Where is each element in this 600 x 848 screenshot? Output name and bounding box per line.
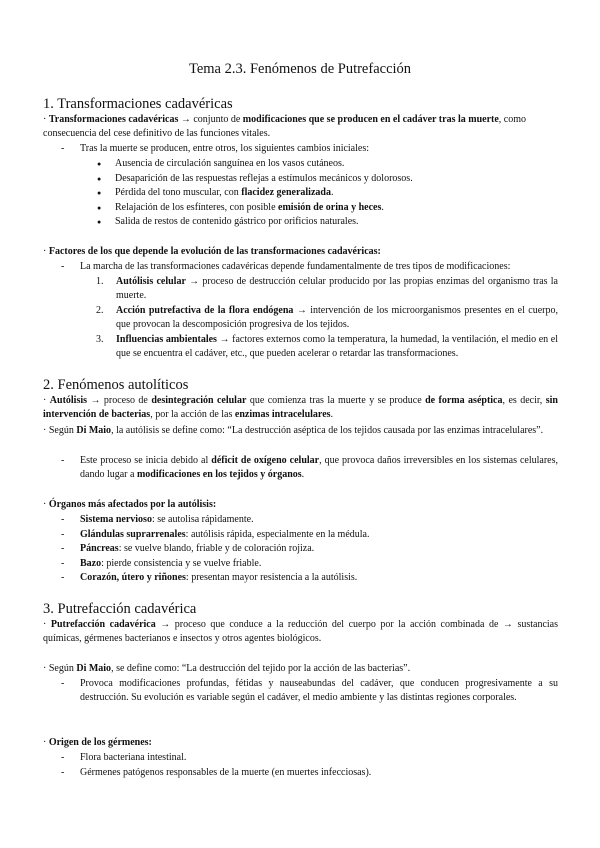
term: Transformaciones cadavéricas [48, 114, 179, 125]
bullet-mark: · [43, 499, 49, 510]
s1-bullet-3 [115, 186, 558, 200]
organ-name: Bazo [80, 558, 102, 569]
bullet-mark: · [43, 114, 49, 125]
text: Pérdida del tono muscular, con [115, 187, 242, 198]
bullet-mark: · [43, 246, 49, 257]
bold-text: sin intervención de bacterias [43, 395, 558, 421]
document-title: Tema 2.3. Fenómenos de Putrefacción [188, 61, 412, 77]
text: , se define como: “La destrucción del tejido por la acción de las bacterias”. [111, 663, 411, 674]
s2-organ-2 [80, 528, 558, 542]
text: que comienza tras la muerte y se produce [246, 395, 426, 406]
author-name: Di Maio [76, 663, 112, 674]
text: → proceso de destrucción celular producido por las propias enzimas del organismo tras la muerte. [116, 276, 558, 302]
term: Putrefacción cadavérica [50, 619, 156, 630]
organ-name: Glándulas suprarrenales [80, 529, 186, 540]
text: → intervención de los microorganismos presentes en el cuerpo, que provocan la descomposición progresiva de los tejidos. [116, 305, 558, 331]
s1-dash-1: - Tras la muerte se producen, entre otros, los siguientes cambios iniciales: [80, 142, 558, 156]
s3-dimaio [43, 662, 558, 676]
text: , por la acción de las [150, 409, 235, 421]
text: . [330, 187, 334, 198]
text: → proceso que conduce a la reducción del cuerpo por la acción combinada de → sustancias químicas, gérmenes bacterianos e insectos y otros agentes biológicos. [43, 619, 558, 645]
text: , como consecuencia del cese definitivo de las funciones vitales. [43, 114, 527, 140]
text: : se autolisa rápidamente. [151, 514, 254, 525]
s1-item-1 [96, 275, 558, 304]
s3-origin-2: - Gérmenes patógenos responsables de la muerte (en muertes infecciosas). [80, 766, 558, 780]
s1-bullet-5: ● Salida de restos de contenido gástrico por orificios naturales. [115, 215, 558, 229]
bold-text: enzimas intracelulares [234, 409, 331, 421]
s1-bullet-4 [115, 201, 558, 215]
text: Relajación de los esfínteres, con posible [115, 202, 279, 213]
text: : se vuelve blando, friable y de coloración rojiza. [118, 543, 315, 554]
s2-organs-heading [43, 498, 558, 512]
text: . [381, 202, 384, 213]
bold-text: modificaciones en los tejidos y órganos [136, 469, 302, 481]
organ-name: Páncreas [80, 543, 119, 554]
author-name: Di Maio [76, 425, 112, 436]
text: , la autólisis se define como: “La destrucción aséptica de los tejidos causada por las enzimas intracelulares”. [111, 425, 544, 436]
bold-text: Órganos más afectados por la autólisis: [48, 499, 217, 510]
text: → conjunto de [178, 114, 243, 125]
bold-text: flacidez generalizada [241, 187, 331, 198]
bold-text: Origen de los gérmenes: [48, 737, 152, 748]
bullet-mark: · [43, 619, 51, 630]
text: → proceso de [87, 395, 152, 406]
s1-item-2 [96, 304, 558, 333]
text: : pierde consistencia y se vuelve friable. [101, 558, 262, 569]
s3-origin-1: - Flora bacteriana intestinal. [80, 751, 558, 765]
s2-organ-5 [80, 571, 558, 585]
s3-dash: - Provoca modificaciones profundas, fétidas y nauseabundas del cadáver, que conducen progresivamente a su destrucción. Su evolución es variable según el cadáver, el medio ambiente y las distintas regiones corporales. [80, 677, 558, 706]
item-number: 3. [96, 334, 104, 345]
section-1-heading: 1. Transformaciones cadavéricas [43, 96, 233, 112]
section-3-heading: 3. Putrefacción cadavérica [43, 601, 197, 617]
s2-dimaio [43, 424, 558, 438]
s2-organ-1 [80, 513, 558, 527]
s2-organ-4 [80, 557, 558, 571]
item-number: 2. [96, 305, 104, 316]
s1-bullet-1: ● Ausencia de circulación sanguínea en los vasos cutáneos. [115, 157, 558, 171]
text: : presentan mayor resistencia a la autólisis. [185, 572, 358, 583]
text: : autólisis rápida, especialmente en la médula. [185, 529, 370, 540]
bullet-mark: · [43, 395, 50, 406]
s2-dash [80, 454, 558, 483]
text: . [330, 409, 334, 421]
bold-text: Acción putrefactiva de la flora endógena [116, 305, 294, 316]
bold-text: Factores de los que depende la evolución de las transformaciones cadavéricas: [48, 246, 381, 257]
text: . [301, 469, 305, 481]
bullet-mark: · [43, 737, 49, 748]
organ-name: Corazón, útero y riñones [80, 572, 186, 583]
s3-definition [43, 618, 558, 647]
s3-origin-heading [43, 736, 558, 750]
text: · Según [43, 663, 77, 674]
section-2-heading: 2. Fenómenos autolíticos [43, 377, 189, 393]
s1-factors-dash: - La marcha de las transformaciones cadavéricas depende fundamentalmente de tres tipos de modificaciones: [80, 260, 558, 274]
organ-name: Sistema nervioso [80, 514, 152, 525]
bold-text: déficit de oxígeno celular [211, 455, 320, 466]
bold-text: Autólisis celular [116, 276, 186, 287]
s1-factors-heading [43, 245, 558, 259]
s2-definition [43, 394, 558, 423]
s1-item-3 [96, 333, 559, 362]
text: · Según [43, 425, 77, 436]
text: Este proceso se inicia debido al [80, 455, 212, 466]
bold-text: desintegración celular [151, 395, 247, 406]
s1-definition [43, 113, 558, 142]
bold-text: modificaciones que se producen en el cadáver tras la muerte [242, 114, 499, 125]
bold-text: emisión de orina y heces [278, 202, 382, 213]
term: Autólisis [49, 395, 88, 406]
text: , que provoca daños irreversibles en los sistemas celulares, dando lugar a [80, 455, 559, 481]
text: → factores externos como la temperatura, la humedad, la ventilación, el medio en el que se encuentra el cadáver, etc., que pueden acelerar o retardar las transformaciones. [116, 334, 559, 360]
text: , es decir, [502, 395, 546, 406]
s1-bullet-2: ● Desaparición de las respuestas reflejas a estímulos mecánicos y dolorosos. [115, 172, 558, 186]
s2-organ-3 [80, 542, 558, 556]
bold-text: Influencias ambientales [116, 334, 217, 345]
bold-text: de forma aséptica [425, 395, 503, 406]
item-number: 1. [96, 276, 104, 287]
